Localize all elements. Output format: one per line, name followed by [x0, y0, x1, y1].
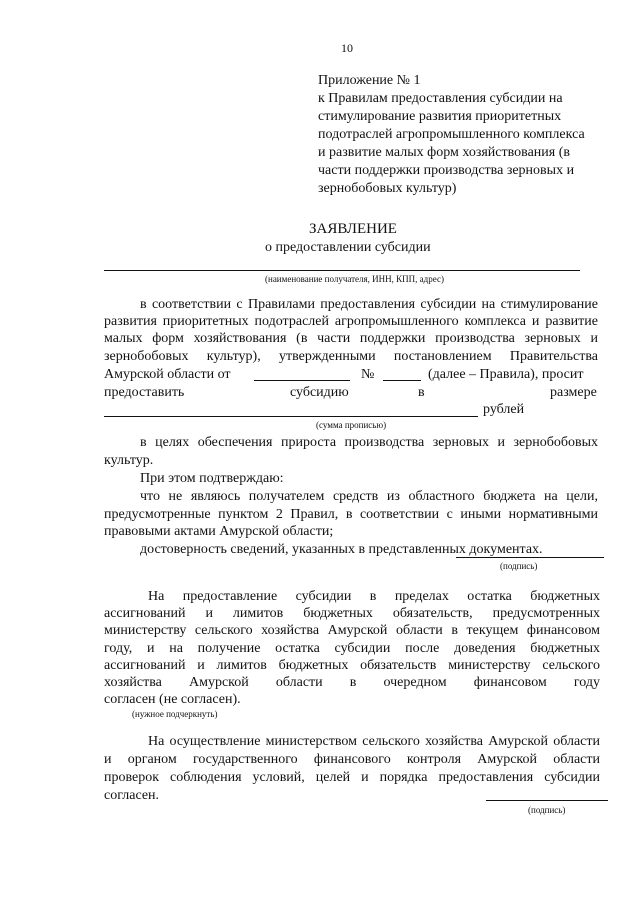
- document-title: ЗАЯВЛЕНИЕ: [309, 221, 397, 237]
- appendix-line: стимулирование развития приоритетных: [318, 109, 562, 124]
- subsidy-word: субсидию: [290, 385, 349, 400]
- signature-caption: (подпись): [528, 805, 566, 815]
- consent1-line: министерству сельского хозяйства Амурской области в текущем финансовом: [104, 623, 600, 638]
- para1-rules-text: (далее – Правила), просит: [428, 367, 584, 382]
- para1-line: культур.: [104, 453, 154, 468]
- confirm-line: что не являюсь получателем средств из областного бюджета на цели,: [140, 489, 598, 504]
- para1-line: развития приоритетных подотраслей агропромышленного комплекса и развитие: [104, 314, 598, 329]
- number-field-line: [383, 380, 421, 381]
- consent1-line: хозяйства Амурской области в очередном финансовом году: [104, 675, 600, 690]
- consent2-line: проверок соблюдения условий, целей и порядка предоставления субсидии: [104, 770, 600, 785]
- para1-region-text: Амурской области от: [104, 367, 231, 382]
- consent1-line: ассигнований и лимитов бюджетных обязательств министерству сельского: [104, 658, 600, 673]
- signature-line: [456, 557, 604, 558]
- confirm-intro: При этом подтверждаю:: [140, 471, 284, 486]
- number-sign: №: [361, 367, 375, 382]
- para1-line: в соответствии с Правилами предоставления субсидии на стимулирование: [140, 297, 598, 312]
- signature-line: [486, 800, 608, 801]
- date-field-line: [254, 380, 350, 381]
- para1-line: зернобобовых культур), утвержденными постановлением Правительства: [104, 349, 598, 364]
- consent1-line: согласен (не согласен).: [104, 692, 241, 707]
- para1-line: в целях обеспечения прироста производства зерновых и зернобобовых: [140, 435, 598, 450]
- consent2-line: согласен.: [104, 788, 160, 803]
- appendix-line: к Правилам предоставления субсидии на: [318, 91, 563, 106]
- page-number: 10: [341, 41, 353, 55]
- appendix-line: подотраслей агропромышленного комплекса: [318, 127, 585, 142]
- consent1-line: году, и на получение остатка субсидии после доведения бюджетных: [104, 641, 600, 656]
- document-subtitle: о предоставлении субсидии: [265, 240, 431, 255]
- para1-line: малых форм хозяйствования (в части поддержки производства зерновых и: [104, 331, 598, 346]
- consent2-line: На осуществление министерством сельского хозяйства Амурской области: [148, 734, 600, 749]
- amount-word: размере: [550, 385, 597, 400]
- confirm-line: правовыми актами Амурской области;: [104, 524, 334, 539]
- consent1-line: На предоставление субсидии в пределах остатка бюджетных: [148, 589, 600, 604]
- confirm-line: предусмотренные пунктом 2 Правил, в соответствии с иными нормативными: [104, 507, 598, 522]
- sum-field-line: [104, 416, 478, 417]
- consent1-line: ассигнований и лимитов бюджетных обязательств, предусмотренных: [104, 606, 600, 621]
- appendix-line: части поддержки производства зерновых и: [318, 163, 575, 178]
- appendix-line: зернобобовых культур): [318, 181, 457, 196]
- signature-caption: (подпись): [500, 561, 538, 571]
- recipient-caption: (наименование получателя, ИНН, КПП, адрес): [265, 274, 444, 284]
- underline-note: (нужное подчеркнуть): [132, 709, 218, 719]
- appendix-title: Приложение № 1: [318, 73, 421, 88]
- consent2-line: и органом государственного финансового контроля Амурской области: [104, 752, 600, 767]
- confirm-line: достоверность сведений, указанных в представленных документах.: [140, 542, 543, 557]
- sum-caption: (сумма прописью): [316, 420, 387, 430]
- provide-word: предоставить: [104, 385, 185, 400]
- in-word: в: [418, 385, 425, 400]
- recipient-field-line: [104, 270, 580, 271]
- rubles-word: рублей: [483, 402, 525, 417]
- appendix-line: и развитие малых форм хозяйствования (в: [318, 145, 570, 160]
